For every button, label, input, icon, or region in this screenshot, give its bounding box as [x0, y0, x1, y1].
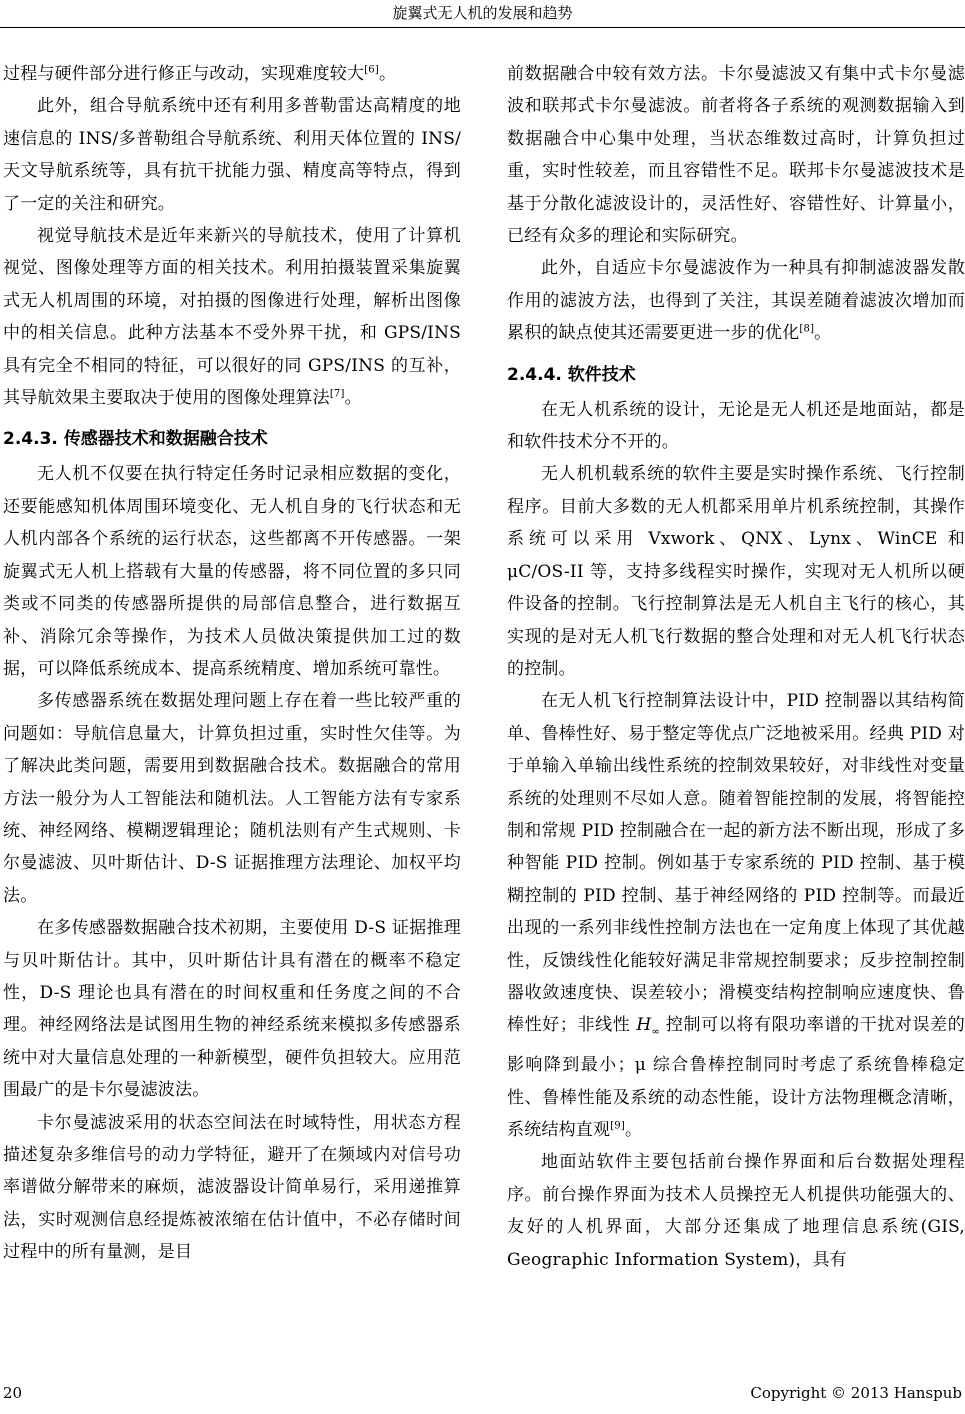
- paragraph-text: 过程与硬件部分进行修正与改动，实现难度较大: [3, 64, 365, 84]
- paragraph: [507, 252, 965, 349]
- paragraph: 在无人机系统的设计，无论是无人机还是地面站，都是和软件技术分不开的。: [507, 399, 965, 453]
- math-subscript: ∞: [651, 1026, 660, 1038]
- copyright-notice: Copyright © 2013 Hanspub: [750, 1384, 962, 1402]
- paragraph: 多传感器系统在数据处理问题上存在着一些比较严重的问题如：导航信息量大，计算负担过重，实时性欠佳等。为了解决此类问题，需要用到数据融合技术。数据融合的常用方法一般分为人工智能法和随机法。人工智能方法有专家系统、神经网络、模糊逻辑理论；随机法则有产生式规则、卡尔曼滤波、贝叶斯估计、D-S 证据推理方法理论、加权平均法。: [3, 691, 461, 906]
- section-heading: 2.4.3. 传感器技术和数据融合技术: [3, 429, 268, 450]
- paragraph-text: 视觉导航技术是近年来新兴的导航技术，使用了计算机视觉、图像处理等方面的相关技术。利用拍摄装置采集旋翼式无人机周围的环境，对拍摄的图像进行处理，解析出图像中的相关信息。此种方法基本不受外界干扰，和 GPS/INS 具有完全不相同的特征，可以很好的同 GPS/INS 的互补，其导航效果主要取决于使用的图像处理算法: [3, 226, 461, 409]
- paragraph: 无人机不仅要在执行特定任务时记录相应数据的变化，还要能感知机体周围环境变化、无人机自身的飞行状态和无人机内部各个系统的运行状态，这些都离不开传感器。一架旋翼式无人机上搭载有大量的传感器，将不同位置的多只同类或不同类的传感器所提供的局部信息整合，进行数据互补、消除冗余等操作，为技术人员做决策提供加工过的数据，可以降低系统成本、提高系统精度、增加系统可靠性。: [3, 464, 461, 679]
- paragraph-end: 。: [344, 388, 362, 409]
- math-h-infinity: [636, 1015, 660, 1038]
- paragraph-text: 此外，自适应卡尔曼滤波作为一种具有抑制滤波器发散作用的滤波方法，也得到了关注，其误差随着滤波次增加而累积的缺点使其还需要更进一步的优化: [507, 258, 965, 344]
- header-rule: [0, 27, 965, 28]
- paragraph-end: 。: [624, 1119, 643, 1140]
- citation-ref: [8]: [799, 323, 815, 335]
- paragraph-text: 控制可以将有限功率谱的干扰对误差的影响降到最小；μ 综合鲁棒控制同时考虑了系统鲁棒稳定性、鲁棒性能及系统的动态性能，设计方法物理概念清晰，系统结构直观: [507, 1015, 965, 1140]
- paragraph: 卡尔曼滤波采用的状态空间法在时域特性，用状态方程描述复杂多维信号的动力学特征，避开了在频域内对信号功率谱做分解带来的麻烦，滤波器设计简单易行，采用递推算法，实时观测信息经提炼被浓缩在估计值中，不必存储时间过程中的所有量测，是目: [3, 1112, 461, 1263]
- paragraph-end: 。: [814, 323, 832, 344]
- paragraph: 地面站软件主要包括前台操作界面和后台数据处理程序。前台操作界面为技术人员操控无人机提供功能强大的、友好的人机界面，大部分还集成了地理信息系统(GIS, Geographic Information System)，具有: [507, 1152, 965, 1270]
- section-heading: 2.4.4. 软件技术: [507, 364, 636, 385]
- paragraph: [507, 685, 965, 1146]
- paragraph-end: 。: [378, 64, 397, 84]
- right-column: [507, 58, 965, 1276]
- paragraph-text: 在无人机飞行控制算法设计中，PID 控制器以其结构简单、鲁棒性好、易于整定等优点广泛地被采用。经典 PID 对于单输入单输出线性系统的控制效果较好，对非线性对变量系统的处理则不尽如人意。随着智能控制的发展，将智能控制和常规 PID 控制融合在一起的新方法不断出现，形成了多种智能 PID 控制。例如基于专家系统的 PID 控制、基于模糊控制的 PID 控制、基于神经网络的 PID 控制等。而最近出现的一系列非线性控制方法也在一定角度上体现了其优越性，反馈线性化能较好满足非常规控制要求；反步控制控制器收敛速度快、误差较小；滑模变结构控制响应速度快、鲁棒性好；非线性: [507, 691, 965, 1036]
- citation-ref: [6]: [364, 64, 379, 76]
- paragraph: [3, 58, 461, 90]
- citation-ref: [7]: [329, 388, 345, 400]
- paragraph: [3, 220, 461, 414]
- paragraph: 无人机机载系统的软件主要是实时操作系统、飞行控制程序。目前大多数的无人机都采用单片机系统控制，其操作系统可以采用 Vxwork、QNX、Lynx、WinCE 和 μC/OS-II 等，支持多线程实时操作，实现对无人机所以硬件设备的控制。飞行控制算法是无人机自主飞行的核心，其实现的是对无人机飞行数据的整合处理和对无人机飞行状态的控制。: [507, 464, 965, 679]
- running-title: 旋翼式无人机的发展和趋势: [392, 4, 573, 22]
- paragraph: 此外，组合导航系统中还有利用多普勒雷达高精度的地速信息的 INS/多普勒组合导航系统、利用天体位置的 INS/天文导航系统等，具有抗干扰能力强、精度高等特点，得到了一定的关注和研究。: [3, 96, 461, 214]
- citation-ref: [9]: [610, 1120, 625, 1132]
- paragraph: 在多传感器数据融合技术初期，主要使用 D-S 证据推理与贝叶斯估计。其中，贝叶斯估计具有潜在的概率不稳定性，D-S 理论也具有潜在的时间权重和任务度之间的不合理。神经网络法是试图用生物的神经系统来模拟多传感器系统中对大量信息处理的一种新模型，硬件负担较大。应用范围最广的是卡尔曼滤波法。: [3, 918, 461, 1101]
- page-number: 20: [3, 1384, 23, 1402]
- paragraph: 前数据融合中较有效方法。卡尔曼滤波又有集中式卡尔曼滤波和联邦式卡尔曼滤波。前者将各子系统的观测数据输入到数据融合中心集中处理，当状态维数过高时，计算负担过重，实时性较差，而且容错性不足。联邦卡尔曼滤波技术是基于分散化滤波设计的，灵活性好、容错性好、计算量小，已经有众多的理论和实际研究。: [507, 64, 965, 247]
- math-symbol: H: [636, 1015, 652, 1036]
- left-column: [3, 58, 461, 1269]
